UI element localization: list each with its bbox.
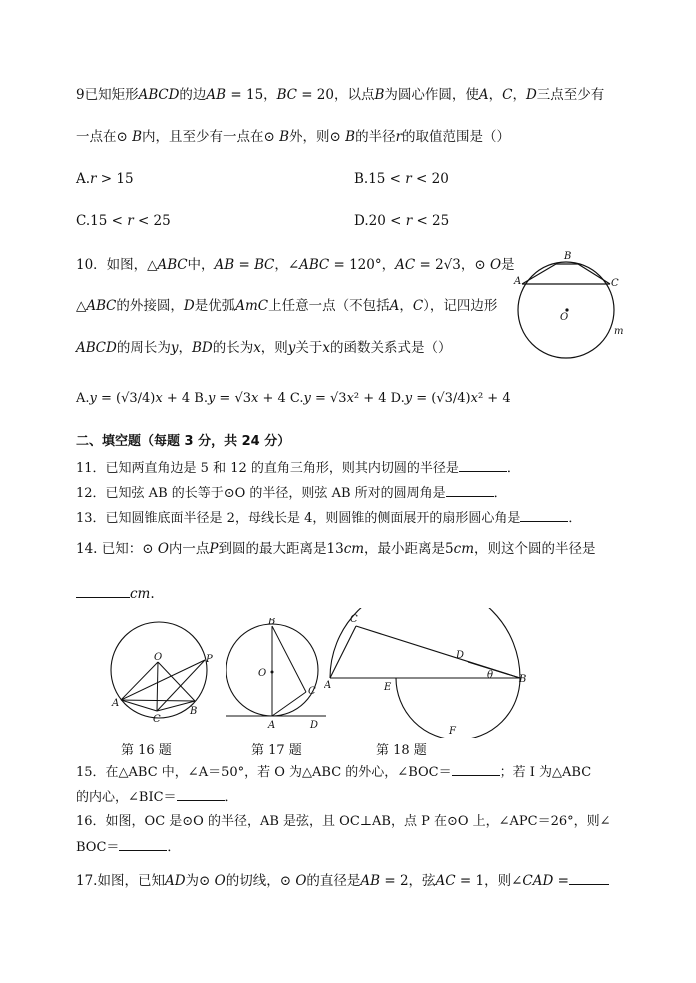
q13-text: 13．已知圆锥底面半径是 2，母线长是 4，则圆锥的侧面展开的扇形圆心角是 — [76, 511, 521, 526]
fig16 — [108, 618, 218, 728]
q14-unit: 𝑐𝑚. — [130, 586, 155, 602]
svg-text:D: D — [310, 720, 319, 730]
svg-text:A: A — [324, 680, 332, 691]
q15-blank1 — [452, 763, 500, 776]
fig17-caption: 第 17 题 — [251, 743, 302, 758]
q9-option-d: D.20 < 𝑟 < 25 — [354, 213, 450, 229]
q10-line3: 𝐴𝐵𝐶𝐷的周长为𝑦，𝐵𝐷的长为𝑥，则𝑦关于𝑥的函数关系式是（） — [76, 340, 452, 356]
svg-text:C: C — [153, 714, 161, 725]
svg-text:B: B — [268, 618, 276, 627]
q16-text2: BOC＝ — [76, 840, 120, 855]
q15-line2: 的内心，∠BIC＝ ． — [76, 790, 238, 805]
svg-text:θ: θ — [487, 670, 494, 681]
svg-text:C: C — [308, 686, 316, 697]
svg-text:O: O — [154, 652, 163, 663]
fig18-caption: 第 18 题 — [376, 743, 427, 758]
q10-line1: 10．如图，△𝐴𝐵𝐶中，𝐴𝐵 = 𝐵𝐶，∠𝐴𝐵𝐶 = 120°，𝐴𝐶 = 2√3，⊙ 𝑂是 — [76, 257, 515, 273]
fig10-label-o: O — [560, 312, 569, 323]
section2-title: 二、填空题（每题 3 分，共 24 分） — [76, 434, 291, 449]
q11-blank — [459, 459, 507, 472]
q14-line1: 14. 已知：⊙ 𝑂内一点𝑃到圆的最大距离是13𝑐𝑚，最小距离是5𝑐𝑚，则这个圆的半径是 — [76, 541, 596, 557]
q10-figure — [510, 242, 630, 362]
svg-text:A: A — [112, 698, 120, 709]
fig10-label-a: A — [514, 276, 522, 287]
q17-blank — [569, 872, 609, 885]
svg-text:A: A — [268, 720, 276, 730]
fig17 — [226, 618, 336, 730]
q17 — [76, 872, 609, 890]
q11-text: 11．已知两直角边是 5 和 12 的直角三角形，则其内切圆的半径是 — [76, 461, 459, 476]
q9-option-b: B.15 < 𝑟 < 20 — [354, 171, 449, 187]
svg-text:B: B — [190, 706, 198, 717]
q15-text1: 15．在△ABC 中，∠A＝50°，若 O 为△ABC 的外心，∠BOC＝ — [76, 765, 452, 780]
q13-blank — [520, 509, 568, 522]
q10-line2: △𝐴𝐵𝐶的外接圆，𝐷是优弧𝐴𝑚𝐶上任意一点（不包括𝐴，𝐶），记四边形 — [76, 298, 498, 314]
svg-text:C: C — [350, 614, 358, 625]
q9-line1: 9已知矩形𝐴𝐵𝐶𝐷的边𝐴𝐵 = 15，𝐵𝐶 = 20，以点𝐵为圆心作圆，使𝐴，𝐶，𝐷三点至少有 — [76, 87, 605, 103]
q12: 12．已知弦 AB 的长等于⊙O 的半径，则弦 AB 所对的圆周角是 ． — [76, 486, 507, 501]
svg-text:O: O — [258, 668, 267, 679]
fig18 — [324, 608, 530, 738]
q10-options: A.𝑦 = (√3/4)𝑥 + 4 B.𝑦 = √3𝑥 + 4 C.𝑦 = √3𝑥² + 4 D.𝑦 = (√3/4)𝑥² + 4 — [76, 391, 511, 406]
q14-line2 — [76, 585, 155, 603]
q15-text2: ；若 I 为△ABC — [499, 765, 592, 780]
q12-blank — [446, 484, 494, 497]
svg-text:P: P — [206, 654, 213, 665]
q16-line1: 16．如图，OC 是⊙O 的半径，AB 是弦，且 OC⊥AB，点 P 在⊙O 上，∠APC＝26°，则∠ — [76, 814, 611, 829]
svg-text:F: F — [449, 726, 456, 737]
q16-blank — [119, 838, 167, 851]
fig10-label-m: m — [614, 326, 624, 337]
q15-text3: 的内心，∠BIC＝ — [76, 790, 177, 805]
svg-text:E: E — [384, 682, 392, 693]
fig16-caption: 第 16 题 — [121, 743, 172, 758]
q9-option-c: C.15 < 𝑟 < 25 — [76, 213, 171, 229]
q9-option-a: A.𝑟 > 15 — [76, 171, 134, 187]
svg-text:B: B — [519, 674, 527, 685]
q17-text: 17.如图，已知𝐴𝐷为⊙ 𝑂的切线，⊙ 𝑂的直径是𝐴𝐵 = 2，弦𝐴𝐶 = 1，则∠𝐶𝐴𝐷 = — [76, 873, 569, 889]
q16-line2: BOC＝ ． — [76, 840, 181, 855]
q12-text: 12．已知弦 AB 的长等于⊙O 的半径，则弦 AB 所对的圆周角是 — [76, 486, 446, 501]
fig10-label-b: B — [564, 251, 572, 262]
fig10-label-c: C — [611, 278, 619, 289]
svg-text:D: D — [456, 650, 465, 661]
q11: 11．已知两直角边是 5 和 12 的直角三角形，则其内切圆的半径是 ． — [76, 461, 520, 476]
q15-line1 — [76, 763, 591, 782]
q13: 13．已知圆锥底面半径是 2，母线长是 4，则圆锥的侧面展开的扇形圆心角是 ． — [76, 511, 582, 526]
q14-blank — [76, 585, 130, 598]
q9-line2: 一点在⊙ 𝐵内，且至少有一点在⊙ 𝐵外，则⊙ 𝐵的半径𝑟的取值范围是（） — [76, 129, 511, 145]
q15-blank2 — [177, 788, 225, 801]
